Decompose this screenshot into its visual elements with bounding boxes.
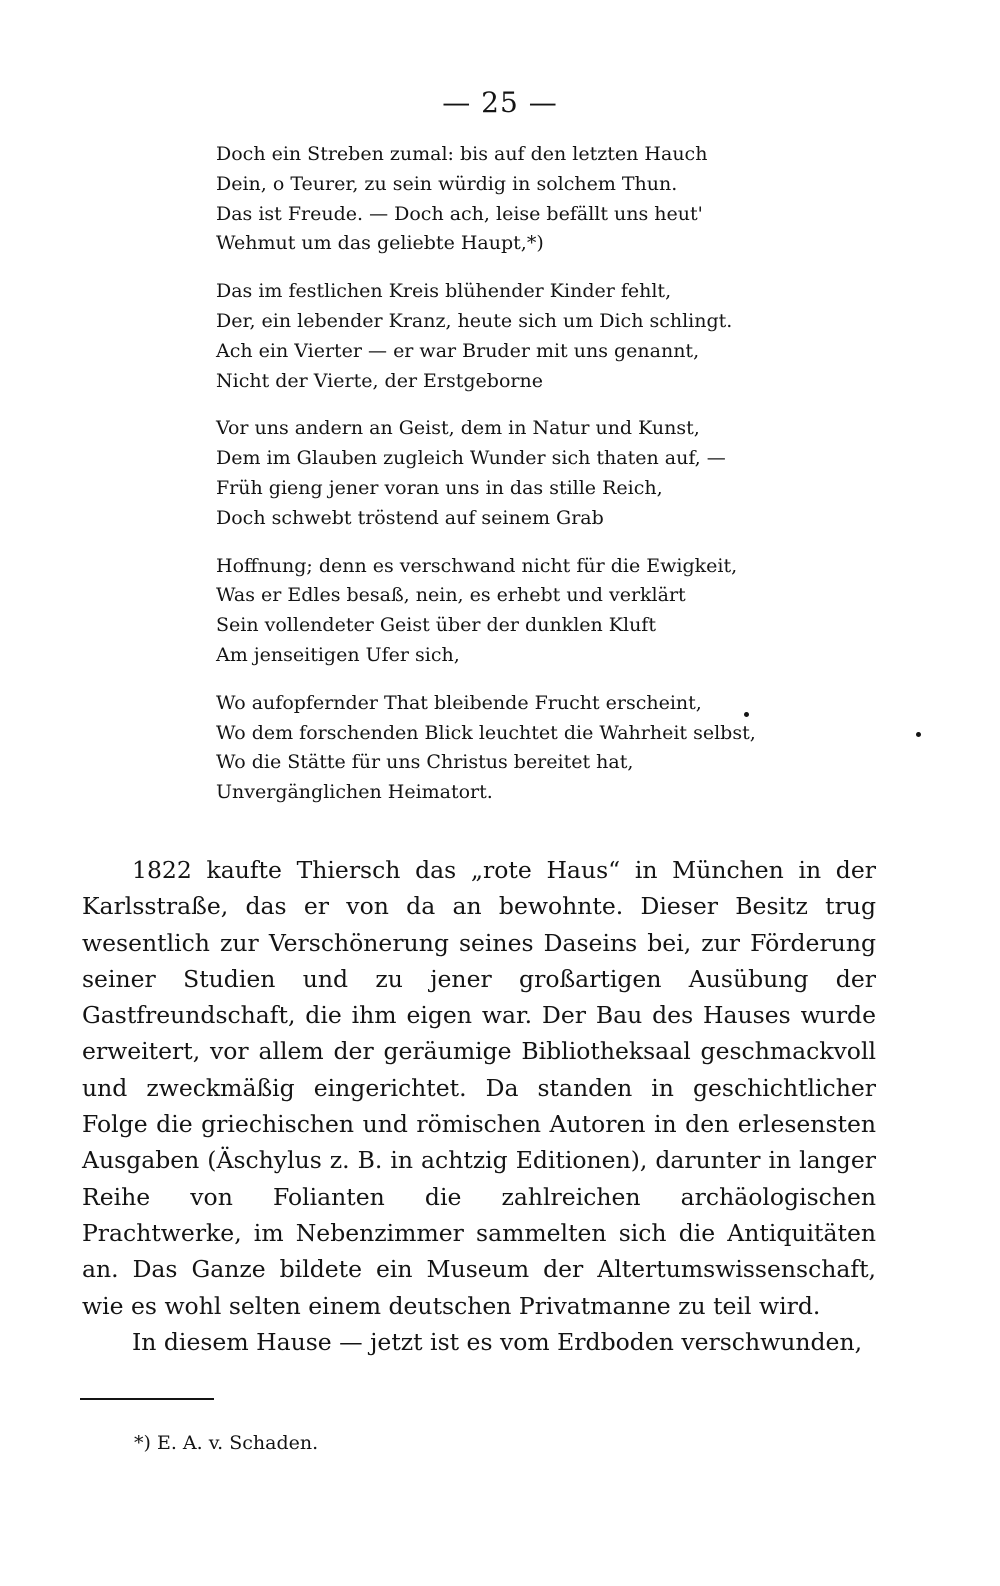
verse-line: Unvergänglichen Heimatort. [216,781,493,804]
verse-line: Doch schwebt tröstend auf seinem Grab [216,506,604,529]
verse-line: Vor uns andern an Geist, dem in Natur und Kunst, [216,417,700,440]
paragraph: 1822 kaufte Thiersch das „rote Haus“ in München in der Karlsstraße, das er von da an bewohnte. Dieser Besitz trug wesentlich zur Verschönerung seines Daseins bei, zur Förderung seiner Studien und zu jener großartigen Ausübung der Gastfreundschaft, die ihm eigen war. Der Bau des Hauses wurde erweitert, vor allem der geräumige Bibliotheksaal geschmackvoll und zweckmäßig eingerichtet. Da standen in geschichtlicher Folge die griechischen und römischen Autoren in den erlesensten Ausgaben (Äschylus z. B. in achtzig Editionen), darunter in langer Reihe von Folianten die zahlreichen archäologischen Prachtwerke, im Nebenzimmer sammelten sich die Antiquitäten an. Das Ganze bildete ein Museum der Altertumswissenschaft, wie es wohl selten einem deutschen Privatmanne zu teil wird. [82,856,876,1320]
verse-line: Sein vollendeter Geist über der dunklen Kluft [216,614,656,637]
paragraph: In diesem Hause — jetzt ist es vom Erdboden verschwunden, [132,1327,863,1356]
footnote: *) E. A. v. Schaden. [134,1432,319,1454]
verse-line: Ach ein Vierter — er war Bruder mit uns genannt, [216,339,700,362]
footnote-divider [80,1398,214,1400]
ink-speck [916,732,921,737]
poem [216,140,776,826]
verse-line: Das im festlichen Kreis blühender Kinder fehlt, [216,280,672,303]
verse-line: Dem im Glauben zugleich Wunder sich thaten auf, — [216,447,726,470]
ink-speck [744,712,749,717]
verse-line: Dein, o Teurer, zu sein würdig in solchem Thun. [216,172,678,195]
verse-line: Wo dem forschenden Blick leuchtet die Wahrheit selbst, [216,721,756,744]
verse-line: Hoffnung; denn es verschwand nicht für die Ewigkeit, [216,554,738,577]
verse-line: Doch ein Streben zumal: bis auf den letzten Hauch [216,143,708,165]
poem-stanza [216,689,776,808]
body-text [82,852,876,1360]
page-number: — 25 — [442,86,558,119]
verse-line: Der, ein lebender Kranz, heute sich um Dich schlingt. [216,309,733,332]
verse-line: Das ist Freude. — Doch ach, leise befällt uns heut' [216,202,703,225]
verse-line: Nicht der Vierte, der Erstgeborne [216,369,543,392]
verse-line: Wo die Stätte für uns Christus bereitet hat, [216,751,634,774]
verse-line: Früh gieng jener voran uns in das stille Reich, [216,476,663,499]
verse-line: Wo aufopfernder That bleibende Frucht erscheint, [216,691,702,714]
verse-line: Was er Edles besaß, nein, es erhebt und verklärt [216,584,686,607]
poem-stanza [216,414,776,533]
poem-stanza [216,140,776,259]
poem-stanza [216,277,776,396]
verse-line: Am jenseitigen Ufer sich, [216,643,460,666]
verse-line: Wehmut um das geliebte Haupt,*) [216,232,544,255]
poem-stanza [216,552,776,671]
